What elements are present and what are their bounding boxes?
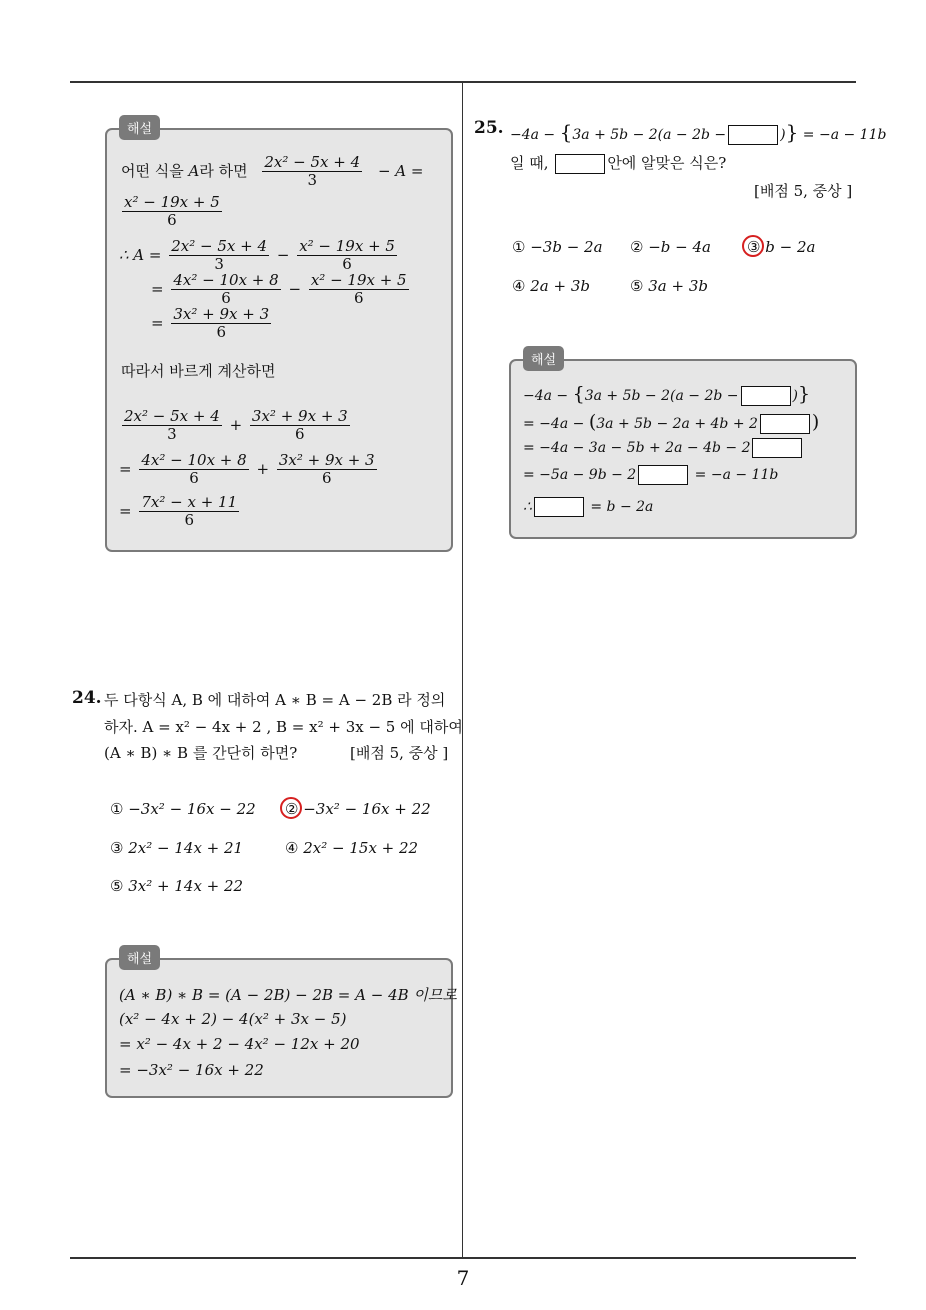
- top-rule: [70, 81, 856, 83]
- q23-sol-line5: = $\frac{\text{3x² + 9x + 3}}{6}$: [151, 305, 270, 342]
- q25-meta: [배점 5, 중상 ]: [754, 182, 853, 200]
- q24-sol-line4: = −3x² − 16x + 22: [119, 1061, 264, 1079]
- q24-solution-box: [105, 952, 457, 1098]
- q25-line1: −4a − {3a + 5b − 2(a − 2b − )} = −a − 11b: [510, 120, 887, 144]
- q25-sol-line4: = −5a − 9b − 2 = −a − 11b: [523, 467, 779, 483]
- q23-sol-line4: = $\frac{\text{4x² − 10x + 8}}{6}$ − $\frac{\text{x² − 19x + 5}}{6}$: [151, 271, 407, 308]
- q25-number: 25.: [474, 118, 504, 138]
- q25-sol-line5: ∴ = b − 2a: [523, 499, 654, 515]
- q24-line2: 하자. A = x² − 4x + 2 , B = x² + 3x − 5 에 대하여: [104, 718, 463, 736]
- q25-option-1[interactable]: ① −3b − 2a: [512, 238, 603, 256]
- q23-sol-line8: = $\frac{\text{7x² − x + 11}}{6}$: [119, 493, 238, 530]
- q24-sol-line1: (A ∗ B) ∗ B = (A − 2B) − 2B = A − 4B 이므로: [119, 986, 457, 1004]
- q24-line1: 두 다항식 A, B 에 대하여 A ∗ B = A − 2B 라 정의: [104, 691, 446, 709]
- q24-option-2[interactable]: ② −3x² − 16x + 22: [285, 800, 431, 818]
- q25-solution-box: [509, 353, 857, 539]
- q23-solution-box: [105, 122, 453, 552]
- q23-sol-line1: 어떤 식을 A라 하면 $\frac{\text{2x² − 5x + 4}}{3}$ − A =: [121, 153, 424, 190]
- answer-blank: [728, 125, 778, 145]
- q25-sol-line3: = −4a − 3a − 5b + 2a − 4b − 2: [523, 438, 804, 458]
- q23-sol-line3: ∴ A = $\frac{\text{2x² − 5x + 4}}{3}$ − $\frac{\text{x² − 19x + 5}}{6}$: [119, 237, 395, 274]
- q24-line3: (A ∗ B) ∗ B 를 간단히 하면?: [104, 744, 298, 762]
- q23-sol-line2: $\frac{\text{x² − 19x + 5}}{6}$: [124, 193, 220, 230]
- answer-mark-circle: [742, 235, 764, 257]
- fraction: $\frac{\text{2x² − 5x + 4}}{3}$: [264, 153, 361, 190]
- q23-sol-line6: $\frac{\text{2x² − 5x + 4}}{3}$ + $\frac{\text{3x² + 9x + 3}}{6}$: [124, 407, 348, 444]
- q24-meta: [배점 5, 중상 ]: [350, 744, 449, 762]
- q25-sol-line1: −4a − {3a + 5b − 2(a − 2b − )}: [523, 383, 811, 405]
- solution-tag: 해설: [119, 945, 160, 970]
- q24-option-4[interactable]: ④ 2x² − 15x + 22: [285, 839, 419, 857]
- q24-option-1[interactable]: ① −3x² − 16x − 22: [110, 800, 256, 818]
- q25-option-4[interactable]: ④ 2a + 3b: [512, 277, 590, 295]
- q25-sol-line2: = −4a − (3a + 5b − 2a + 4b + 2 ): [523, 411, 820, 433]
- answer-mark-circle: [280, 797, 302, 819]
- q25-option-5[interactable]: ⑤ 3a + 3b: [630, 277, 708, 295]
- page-number: 7: [456, 1266, 470, 1290]
- q24-number: 24.: [72, 688, 102, 708]
- column-divider: [462, 83, 463, 1259]
- q24-sol-line2: (x² − 4x + 2) − 4(x² + 3x − 5): [119, 1010, 347, 1028]
- q24-option-3[interactable]: ③ 2x² − 14x + 21: [110, 839, 244, 857]
- q24-option-5[interactable]: ⑤ 3x² + 14x + 22: [110, 877, 244, 895]
- solution-tag: 해설: [119, 115, 160, 140]
- q23-sol-line7: = $\frac{\text{4x² − 10x + 8}}{6}$ + $\frac{\text{3x² + 9x + 3}}{6}$: [119, 451, 375, 488]
- q24-sol-line3: = x² − 4x + 2 − 4x² − 12x + 20: [119, 1035, 360, 1053]
- q25-line2: 일 때, 안에 알맞은 식은?: [510, 154, 727, 172]
- q25-option-3[interactable]: ③ b − 2a: [747, 238, 816, 256]
- q25-option-2[interactable]: ② −b − 4a: [630, 238, 711, 256]
- answer-blank: [555, 154, 605, 174]
- bottom-rule: [70, 1257, 856, 1259]
- solution-tag: 해설: [523, 346, 564, 371]
- q23-sol-text2: 따라서 바르게 계산하면: [121, 362, 276, 380]
